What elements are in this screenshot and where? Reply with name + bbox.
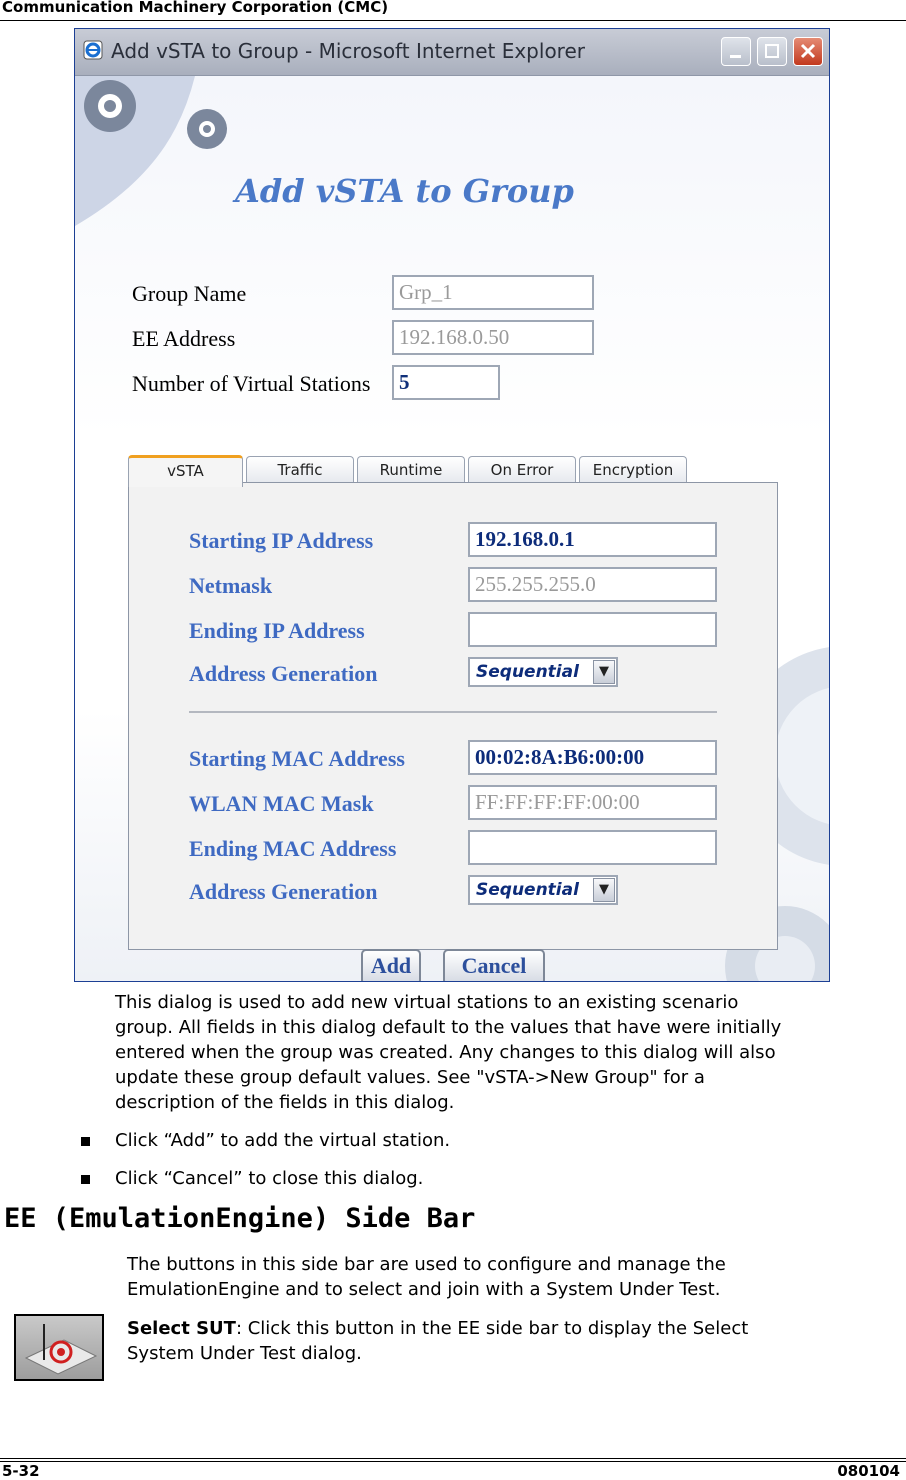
bullet-add: Click “Add” to add the virtual station. — [115, 1130, 451, 1151]
dialog-content — [75, 76, 829, 981]
starting-ip-label: Starting IP Address — [189, 528, 374, 553]
sidebar-description-line-2: EmulationEngine and to select and join with a System Under Test. — [127, 1279, 721, 1300]
tab-runtime[interactable]: Runtime — [357, 456, 465, 486]
description-line-1: This dialog is used to add new virtual stations to an existing scenario — [115, 992, 739, 1013]
target-icon — [16, 1316, 102, 1379]
minimize-icon — [722, 38, 750, 65]
dialog-heading: Add vSTA to Group — [235, 172, 574, 210]
footer-rule — [0, 1458, 906, 1459]
cancel-button[interactable]: Cancel — [443, 949, 545, 981]
select-sut-desc: : Click this button in the EE side bar to display the Select — [235, 1318, 749, 1339]
tab-vsta[interactable]: vSTA — [128, 455, 243, 487]
add-button[interactable]: Add — [361, 949, 421, 981]
starting-mac-input[interactable]: 00:02:8A:B6:00:00 — [468, 740, 717, 775]
ending-ip-input[interactable] — [468, 612, 717, 647]
tab-on-error[interactable]: On Error — [468, 456, 576, 486]
wlan-mac-mask-label: WLAN MAC Mask — [189, 791, 374, 816]
ee-address-field[interactable]: 192.168.0.50 — [392, 320, 594, 355]
netmask-label: Netmask — [189, 573, 273, 598]
close-icon — [794, 38, 822, 65]
section-divider — [189, 711, 717, 713]
num-stations-field[interactable]: 5 — [392, 365, 500, 400]
description-line-3: entered when the group was created. Any changes to this dialog will also — [115, 1042, 776, 1063]
internet-explorer-icon — [83, 40, 103, 60]
select-sut-button-icon — [14, 1314, 104, 1381]
select-sut-line-2: System Under Test dialog. — [127, 1343, 362, 1364]
minimize-button[interactable] — [721, 37, 751, 66]
bullet-icon — [81, 1137, 90, 1146]
num-stations-label: Number of Virtual Stations — [132, 371, 371, 396]
window-title: Add vSTA to Group - Microsoft Internet Explorer — [111, 39, 585, 63]
dialog-window — [74, 28, 830, 982]
ip-address-generation-select[interactable] — [468, 657, 618, 687]
description-line-5: description of the fields in this dialog. — [115, 1092, 455, 1113]
ee-address-label: EE Address — [132, 326, 236, 351]
ending-ip-label: Ending IP Address — [189, 618, 365, 643]
wlan-mac-mask-input[interactable]: FF:FF:FF:FF:00:00 — [468, 785, 717, 820]
mac-address-generation-label: Address Generation — [189, 879, 378, 904]
document-code: 080104 — [837, 1462, 900, 1480]
description-line-2: group. All fields in this dialog default to the values that have were initially — [115, 1017, 782, 1038]
page-header — [0, 0, 906, 21]
sidebar-description-line-1: The buttons in this side bar are used to configure and manage the — [127, 1254, 726, 1275]
chevron-down-icon[interactable]: ▼ — [593, 660, 615, 684]
ending-mac-input[interactable] — [468, 830, 717, 865]
ip-address-generation-label: Address Generation — [189, 661, 378, 686]
gears-logo-icon — [75, 76, 255, 226]
mac-address-generation-value: Sequential — [476, 880, 579, 900]
ending-mac-label: Ending MAC Address — [189, 836, 397, 861]
bullet-cancel: Click “Cancel” to close this dialog. — [115, 1168, 424, 1189]
page-number: 5-32 — [2, 1462, 40, 1480]
description-line-4: update these group default values. See "vSTA->New Group" for a — [115, 1067, 705, 1088]
group-name-field[interactable]: Grp_1 — [392, 275, 594, 310]
maximize-button[interactable] — [757, 37, 787, 66]
starting-mac-label: Starting MAC Address — [189, 746, 405, 771]
mac-address-generation-select[interactable] — [468, 875, 618, 905]
footer-rule — [0, 1461, 906, 1462]
chevron-down-icon[interactable]: ▼ — [593, 878, 615, 902]
maximize-icon — [758, 38, 786, 65]
ip-address-generation-value: Sequential — [476, 662, 579, 682]
starting-ip-input[interactable]: 192.168.0.1 — [468, 522, 717, 557]
section-heading: EE (EmulationEngine) Side Bar — [4, 1203, 476, 1234]
close-button[interactable] — [793, 37, 823, 66]
vsta-tab-panel — [128, 482, 778, 950]
netmask-input[interactable]: 255.255.255.0 — [468, 567, 717, 602]
select-sut-line-1 — [127, 1316, 748, 1341]
bullet-icon — [81, 1175, 90, 1184]
tab-traffic[interactable]: Traffic — [246, 456, 354, 486]
group-name-label: Group Name — [132, 281, 247, 306]
header-text: Communication Machinery Corporation (CMC) — [2, 0, 389, 16]
title-bar[interactable] — [75, 29, 829, 76]
tab-encryption[interactable]: Encryption — [579, 456, 687, 486]
select-sut-term: Select SUT — [127, 1318, 236, 1339]
